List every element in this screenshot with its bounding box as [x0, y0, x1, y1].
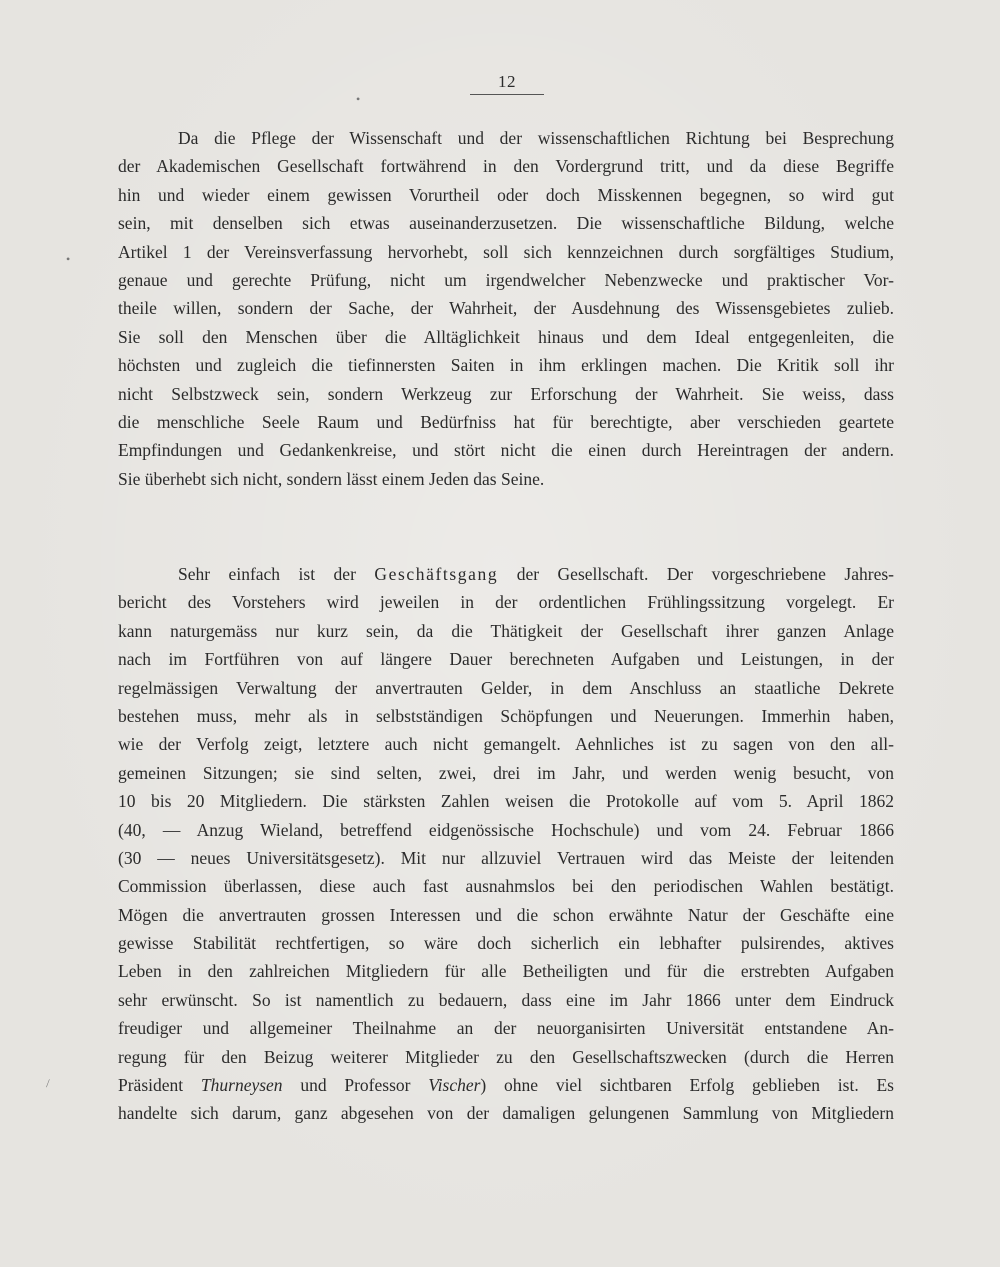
text-line: 10 bis 20 Mitgliedern. Die stärksten Zahlen weisen die Protokolle auf vom 5. April 1862 — [118, 791, 894, 812]
text-line: Empfindungen und Gedankenkreise, und stört nicht die einen durch Hereintragen der andern. — [118, 440, 894, 461]
text-line: gemeinen Sitzungen; sie sind selten, zwei, drei im Jahr, und werden wenig besucht, von — [118, 762, 894, 783]
text-line: nicht Selbstzweck sein, sondern Werkzeug zur Erforschung der Wahrheit. Sie weiss, dass — [118, 383, 894, 404]
text-line: wie der Verfolg zeigt, letztere auch nicht gemangelt. Aehnliches ist zu sagen von den all- — [118, 734, 894, 755]
text-line: regung für den Beizug weiterer Mitglieder zu den Gesellschaftszwecken (durch die Herren — [118, 1046, 894, 1067]
person-name: Thurneysen — [200, 1075, 283, 1096]
text-line: kann naturgemäss nur kurz sein, da die Thätigkeit der Gesellschaft ihrer ganzen Anlage — [118, 620, 894, 641]
text-line: genaue und gerechte Prüfung, nicht um irgendwelcher Nebenzwecke und praktischer Vor- — [118, 269, 894, 290]
text-line: Da die Pflege der Wissenschaft und der wissenschaftlichen Richtung bei Besprechung — [178, 128, 894, 148]
text-line: Sie soll den Menschen über die Alltäglichkeit hinaus und dem Ideal entgegenleiten, die — [118, 326, 894, 347]
text-line: Leben in den zahlreichen Mitgliedern für alle Betheiligten und für die erstrebten Aufgaben — [118, 961, 894, 982]
text-line: freudiger und allgemeiner Theilnahme an der neuorganisirten Universität entstandene An- — [118, 1018, 894, 1039]
text-line: (40, — Anzug Wieland, betreffend eidgenössische Hochschule) und vom 24. Februar 1866 — [118, 819, 894, 840]
text-run: Sehr einfach ist der — [178, 564, 375, 584]
text-line — [118, 560, 894, 588]
text-run: Präsident — [118, 1075, 201, 1096]
text-line: (30 — neues Universitätsgesetz). Mit nur allzuviel Vertrauen wird das Meiste der leitenden — [118, 847, 894, 868]
text-line: regelmässigen Verwaltung der anvertrauten Gelder, in dem Anschluss an staatliche Dekrete — [118, 677, 894, 698]
speck-mark: • — [356, 92, 361, 106]
text-line: sehr erwünscht. So ist namentlich zu bedauern, dass eine im Jahr 1866 unter dem Eindruck — [118, 989, 894, 1010]
text-line: der Akademischen Gesellschaft fortwährend in den Vordergrund tritt, und da diese Begriffe — [118, 156, 894, 177]
text-line: handelte sich darum, ganz abgesehen von der damaligen gelungenen Sammlung von Mitgliedern — [118, 1103, 894, 1124]
person-name: Vischer — [428, 1075, 481, 1096]
speck-mark: • — [66, 252, 71, 266]
text-run: der Gesellschaft. Der vorgeschriebene Jahres- — [498, 564, 894, 584]
text-run: ) ohne viel sichtbaren Erfolg geblieben ist. Es — [480, 1075, 894, 1096]
page-number: 12 — [470, 72, 544, 95]
text-line: sein, mit denselben sich etwas auseinanderzusetzen. Die wissenschaftliche Bildung, welche — [118, 213, 894, 234]
text-line: bericht des Vorstehers wird jeweilen in der ordentlichen Frühlingssitzung vorgelegt. Er — [118, 592, 894, 613]
text-line: nach im Fortführen von auf längere Dauer berechneten Aufgaben und Leistungen, in der — [118, 649, 894, 670]
text-line: theile willen, sondern der Sache, der Wahrheit, der Ausdehnung des Wissensgebietes zulieb. — [118, 298, 894, 319]
text-line: Mögen die anvertrauten grossen Interessen und die schon erwähnte Natur der Geschäfte eine — [118, 904, 894, 925]
text-line — [118, 1071, 894, 1099]
text-line: bestehen muss, mehr als in selbstständigen Schöpfungen und Neuerungen. Immerhin haben, — [118, 705, 894, 726]
text-line: hin und wieder einem gewissen Vorurtheil oder doch Misskennen begegnen, so wird gut — [118, 184, 894, 205]
text-line: Artikel 1 der Vereinsverfassung hervorhebt, soll sich kennzeichnen durch sorgfältiges Studium, — [118, 241, 894, 262]
text-line: gewisse Stabilität rechtfertigen, so wäre doch sicherlich ein lebhafter pulsirendes, aktives — [118, 933, 894, 954]
text-line: höchsten und zugleich die tiefinnersten Saiten in ihm erklingen machen. Die Kritik soll ihr — [118, 355, 894, 376]
text-line: Sie überhebt sich nicht, sondern lässt einem Jeden das Seine. — [118, 468, 545, 489]
emphasized-term: Geschäftsgang — [374, 564, 499, 584]
text-line: die menschliche Seele Raum und Bedürfniss hat für berechtigte, aber verschieden geartete — [118, 411, 894, 432]
paragraph-business-procedure — [118, 560, 894, 1128]
speck-mark: \ — [42, 1076, 54, 1090]
text-run: und Professor — [282, 1075, 429, 1096]
text-line: Commission überlassen, diese auch fast ausnahmslos bei den periodischen Wahlen bestätigt. — [118, 876, 894, 897]
paragraph-academic-science — [118, 124, 894, 493]
